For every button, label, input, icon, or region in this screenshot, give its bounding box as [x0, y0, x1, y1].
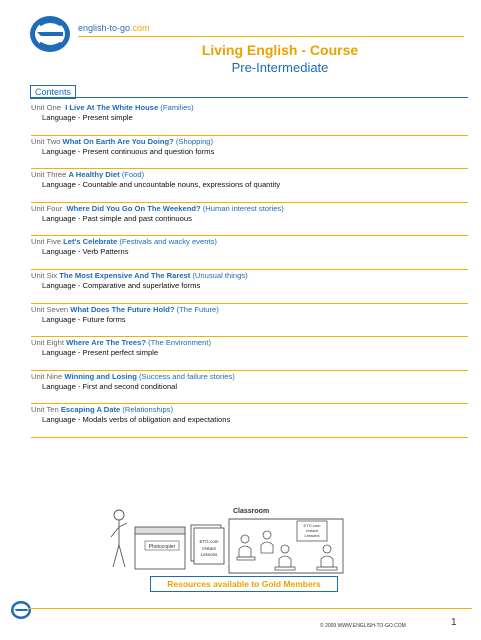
unit-title: What Does The Future Hold?	[70, 304, 175, 314]
footer-copyright: © 2009 WWW.ENGLISH-TO-GO.COM	[320, 623, 406, 629]
board-label-1: ETG.com	[303, 523, 321, 528]
unit-number: Unit Four	[31, 203, 63, 213]
unit-number: Unit Eight	[31, 338, 64, 348]
unit-title: A Healthy Diet	[68, 170, 120, 180]
unit-number: Unit Five	[31, 237, 61, 247]
unit-language: Language - First and second conditional	[42, 381, 178, 391]
board-label-2: Instant	[305, 528, 319, 533]
unit-entry	[31, 404, 468, 438]
unit-title: The Most Expensive And The Rarest	[59, 270, 191, 280]
unit-topic: (The Environment)	[148, 338, 211, 348]
unit-entry	[31, 169, 468, 203]
unit-topic: (Unusual things)	[192, 270, 248, 280]
unit-topic: (Families)	[160, 103, 194, 112]
footer-divider	[28, 608, 472, 609]
unit-topic: (Success and failure stories)	[138, 371, 235, 381]
worksheet-stack-icon	[191, 525, 224, 564]
unit-number: Unit Six	[31, 270, 58, 280]
unit-topic: (Food)	[121, 170, 145, 180]
stack-label-1: ETG.com	[199, 539, 219, 544]
unit-language: Language - Present perfect simple	[42, 348, 159, 358]
unit-number: Unit Two	[31, 136, 61, 146]
photocopier-icon	[135, 527, 185, 569]
stack-label-3: Lessons	[200, 552, 218, 557]
unit-language: Language - Future forms	[42, 314, 126, 324]
unit-entry	[31, 304, 468, 338]
classroom-illustration	[105, 505, 345, 575]
unit-number: Unit Seven	[31, 304, 69, 314]
unit-language: Language - Present simple	[42, 113, 133, 122]
unit-title: Escaping A Date	[60, 405, 121, 415]
unit-title: Winning and Losing	[64, 371, 137, 381]
course-title: Living English - Course	[201, 42, 359, 58]
photocopier-label: Photocopier	[148, 544, 176, 550]
unit-number: Unit Ten	[31, 405, 59, 415]
unit-entry	[31, 102, 468, 136]
board-label-3: Lessons	[304, 533, 320, 538]
classroom-label: Classroom	[233, 508, 270, 515]
unit-topic: (The Future)	[176, 304, 219, 314]
unit-title: Where Are The Trees?	[66, 338, 146, 348]
contents-divider	[30, 97, 468, 98]
etg-logo-icon	[28, 14, 72, 54]
unit-language: Language - Countable and uncountable nouns, expressions of quantity	[42, 180, 281, 190]
unit-topic: (Festivals and wacky events)	[119, 237, 217, 247]
unit-entry	[31, 337, 468, 371]
page-number: 1	[451, 617, 457, 628]
unit-entry	[31, 203, 468, 237]
contents-heading: Contents	[30, 85, 76, 99]
unit-title: I Live At The White House	[65, 103, 159, 112]
unit-number: Unit One	[31, 103, 61, 112]
unit-entry	[31, 371, 468, 405]
unit-entry	[31, 270, 468, 304]
site-url[interactable]: english-to-go.com	[78, 23, 150, 33]
unit-entry	[31, 136, 468, 170]
unit-language: Language - Comparative and superlative forms	[42, 280, 201, 290]
unit-topic: (Human interest stories)	[202, 203, 284, 213]
header-divider	[78, 36, 464, 37]
etg-footer-logo-icon	[10, 600, 32, 620]
course-level: Pre-Intermediate	[231, 60, 329, 75]
teacher-figure-icon	[111, 510, 127, 567]
unit-entry	[31, 236, 468, 270]
unit-topic: (Relationships)	[122, 405, 173, 415]
unit-language: Language - Modals verbs of obligation and expectations	[42, 415, 231, 425]
unit-list	[31, 102, 468, 438]
unit-title: Where Did You Go On The Weekend?	[66, 203, 201, 213]
unit-language: Language - Past simple and past continuous	[42, 213, 192, 223]
unit-number: Unit Three	[31, 170, 67, 180]
unit-language: Language - Verb Patterns	[42, 247, 129, 257]
unit-language: Language - Present continuous and question forms	[42, 146, 215, 156]
unit-topic: (Shopping)	[175, 136, 214, 146]
stack-label-2: Instant	[202, 546, 216, 551]
unit-title: What On Earth Are You Doing?	[62, 136, 174, 146]
unit-title: Let's Celebrate	[63, 237, 118, 247]
unit-number: Unit Nine	[31, 371, 63, 381]
gold-members-banner[interactable]: Resources available to Gold Members	[150, 576, 338, 592]
